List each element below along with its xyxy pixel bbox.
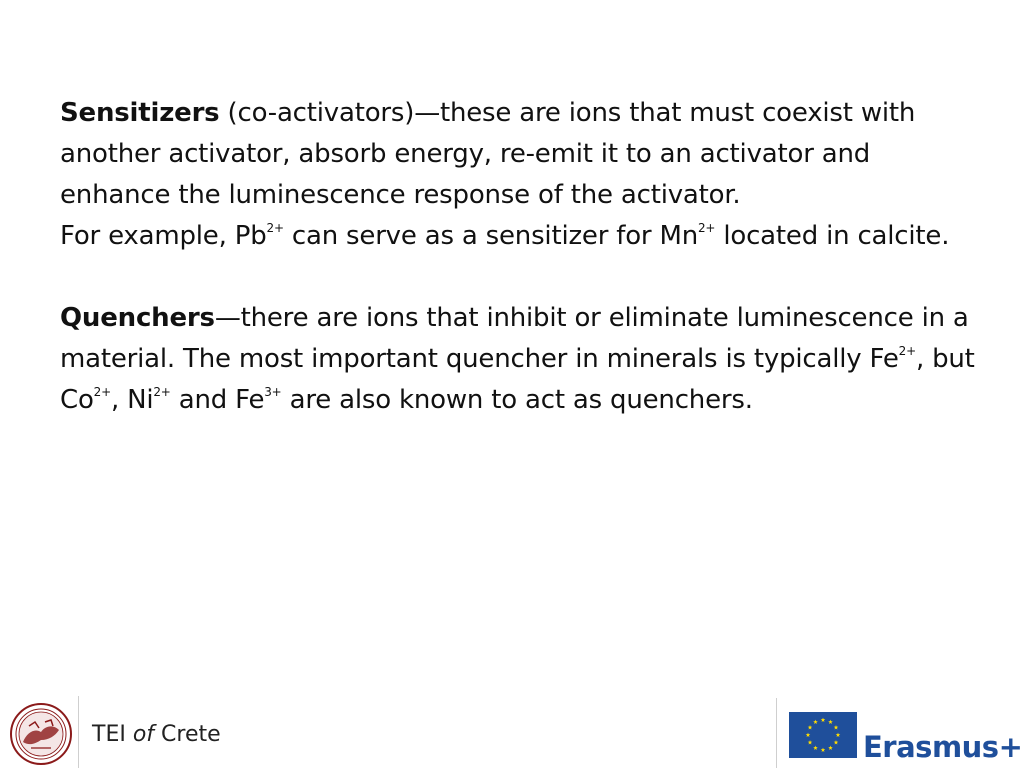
quenchers-text-c: , Ni (110, 385, 154, 415)
institution-suffix: Crete (154, 722, 221, 747)
example-start: For example, Pb (60, 221, 267, 251)
footer-divider-left (78, 696, 79, 768)
ni-charge: 2+ (153, 385, 171, 399)
co-charge: 2+ (93, 385, 111, 399)
example-end: located in calcite. (715, 221, 950, 251)
tei-crete-seal-icon (9, 702, 73, 766)
footer-right (770, 688, 1024, 768)
mn-charge: 2+ (698, 221, 716, 235)
sensitizers-term: Sensitizers (60, 98, 220, 128)
footer-left (0, 688, 300, 768)
sensitizers-paragraph (60, 93, 980, 257)
quenchers-term: Quenchers (60, 303, 215, 333)
paragraph-spacer (60, 257, 980, 298)
quenchers-text-a: —there are ions that inhibit or eliminate luminescence in a material. The most important quencher in minerals is typically Fe (60, 303, 969, 374)
slide-body (60, 93, 980, 421)
institution-of: of (132, 722, 155, 747)
erasmus-plus-label: Erasmus+ (863, 730, 1023, 764)
example-middle: can serve as a sensitizer for Mn (283, 221, 698, 251)
pb-charge: 2+ (266, 221, 284, 235)
fe3-charge: 3+ (264, 385, 282, 399)
quenchers-text-e: are also known to act as quenchers. (281, 385, 753, 415)
institution-name (92, 722, 221, 747)
quenchers-text-d: and Fe (170, 385, 265, 415)
footer-divider-right (776, 698, 777, 768)
eu-flag-icon (789, 712, 857, 758)
quenchers-text-b: , but Co (60, 344, 975, 415)
institution-prefix: TEI (92, 722, 133, 747)
fe2-charge: 2+ (898, 344, 916, 358)
quenchers-paragraph (60, 298, 980, 421)
sensitizers-definition: (co-activators)—these are ions that must coexist with another activator, absorb energy, re-emit it to an activator and enhance the luminescence response of the activator. (60, 98, 916, 210)
